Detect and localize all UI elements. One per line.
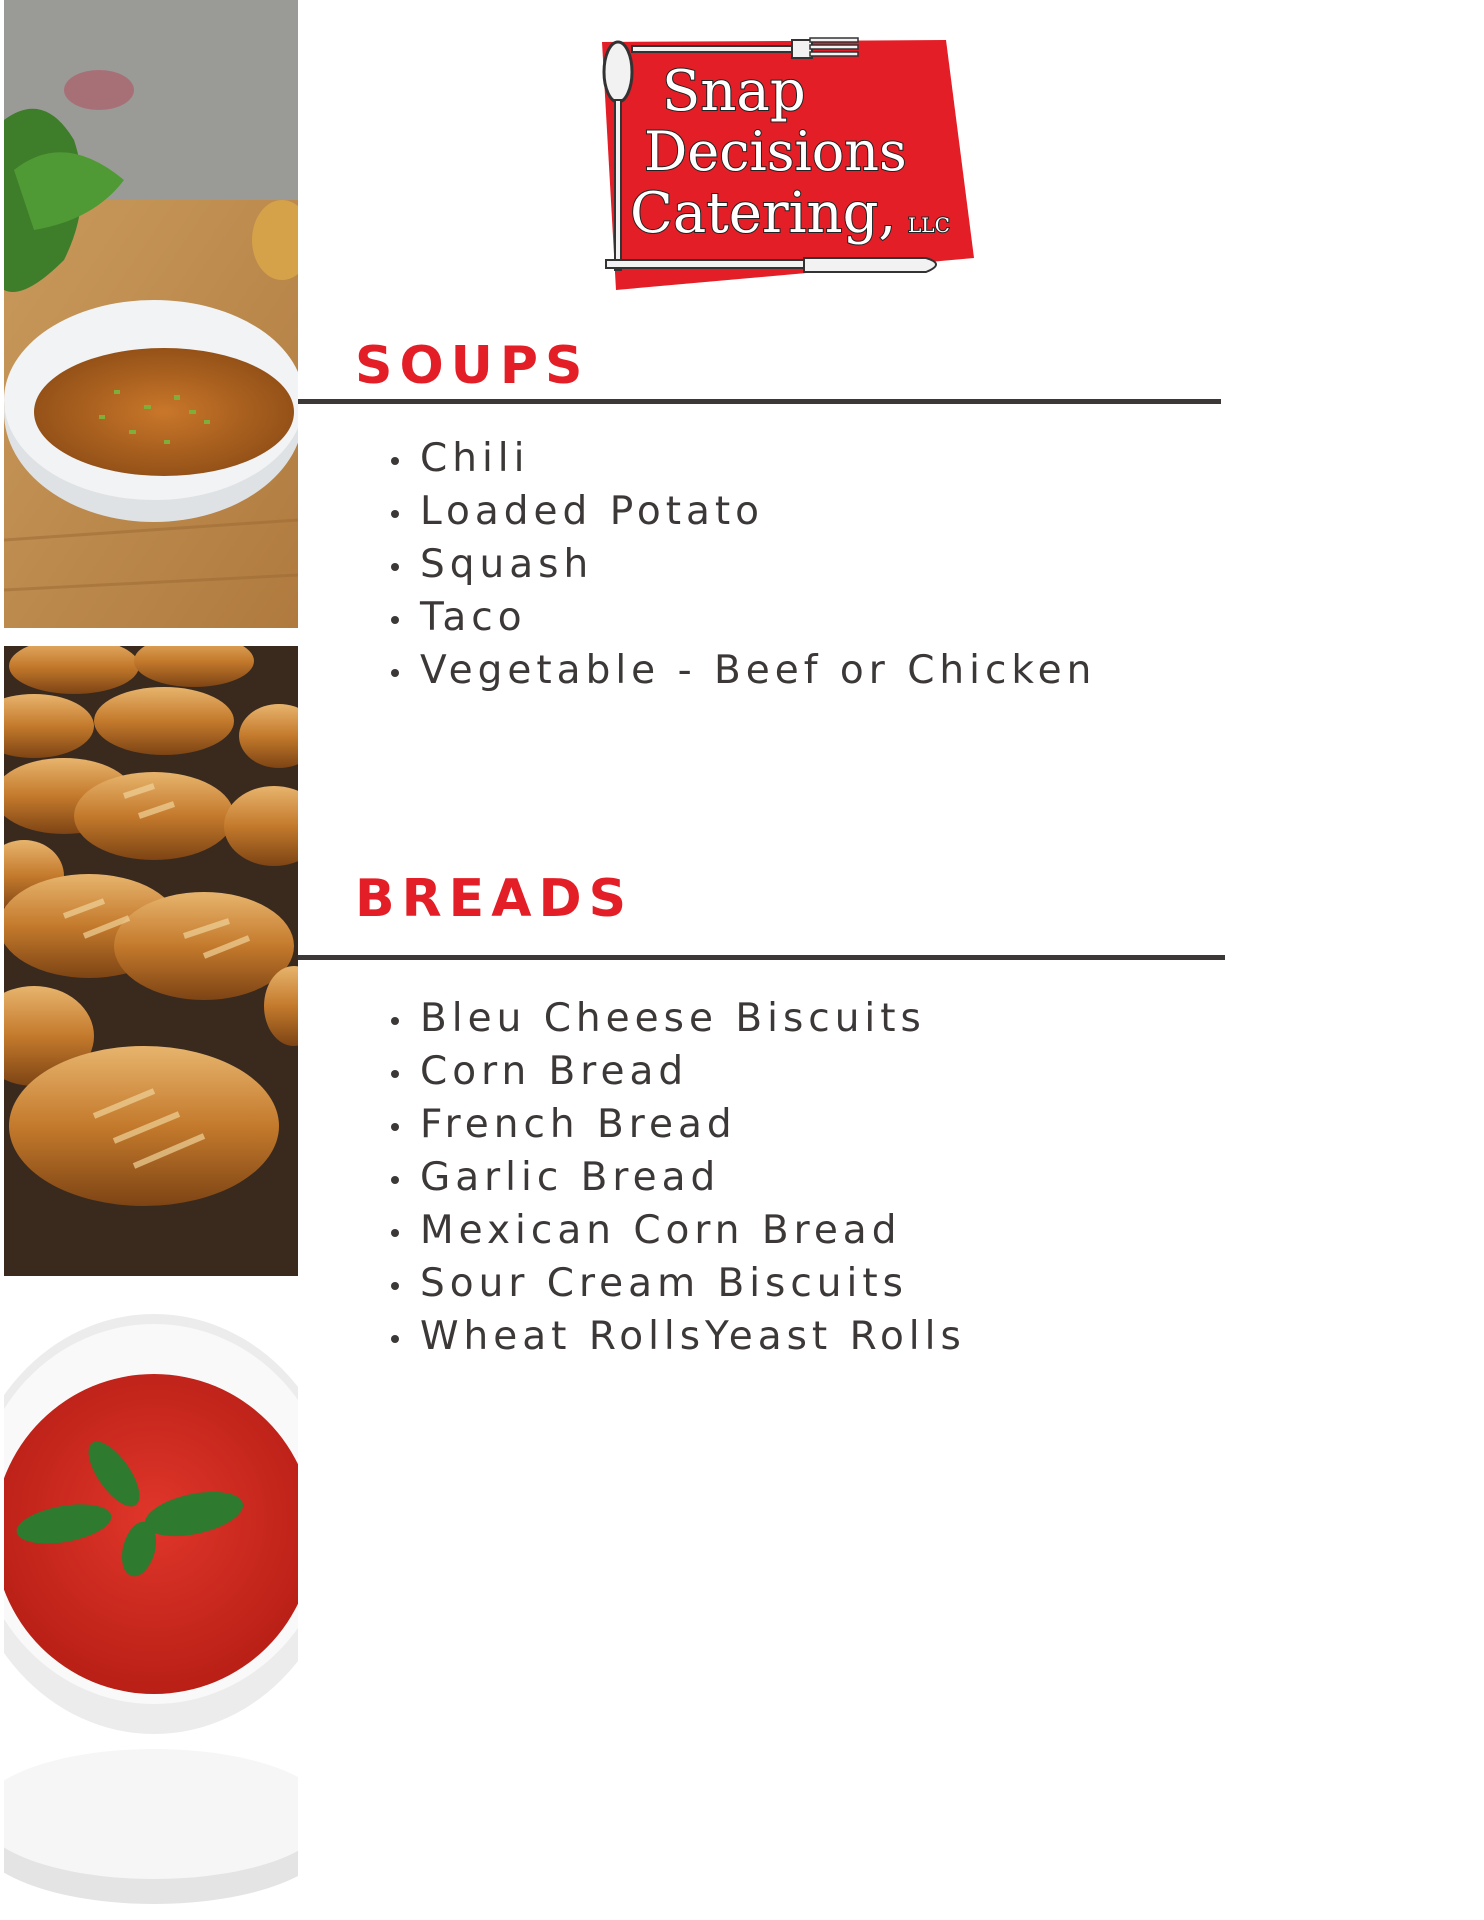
list-item: French Bread — [420, 1098, 966, 1151]
snap-decisions-catering-logo — [596, 34, 976, 296]
bullet-icon — [391, 1282, 399, 1290]
list-item: Wheat RollsYeast Rolls — [420, 1310, 966, 1363]
soups-divider — [298, 399, 1221, 404]
bullet-icon — [391, 1176, 399, 1184]
bullet-icon — [391, 669, 399, 677]
bread-rolls-photo — [4, 646, 298, 1276]
breads-divider — [298, 955, 1225, 960]
soups-heading: SOUPS — [355, 336, 590, 396]
logo-line-2: Decisions — [644, 120, 907, 183]
bullet-icon — [391, 616, 399, 624]
list-item: Garlic Bread — [420, 1151, 966, 1204]
bullet-icon — [391, 1070, 399, 1078]
list-item: Loaded Potato — [420, 485, 1096, 538]
list-item: Taco — [420, 591, 1096, 644]
breads-list — [420, 992, 966, 1363]
bullet-icon — [391, 1335, 399, 1343]
list-item: Bleu Cheese Biscuits — [420, 992, 966, 1045]
logo-llc: LLC — [908, 213, 950, 237]
list-item: Squash — [420, 538, 1096, 591]
list-item: Mexican Corn Bread — [420, 1204, 966, 1257]
list-item: Vegetable - Beef or Chicken — [420, 644, 1096, 697]
logo-line-3: Catering, — [630, 181, 897, 246]
bullet-icon — [391, 1229, 399, 1237]
soups-list — [420, 432, 1096, 697]
bullet-icon — [391, 563, 399, 571]
list-item: Sour Cream Biscuits — [420, 1257, 966, 1310]
bullet-icon — [391, 1123, 399, 1131]
list-item: Chili — [420, 432, 1096, 485]
tomato-soup-photo — [4, 1294, 298, 1920]
bullet-icon — [391, 457, 399, 465]
soup-bowl-photo — [4, 0, 298, 628]
logo-line-1: Snap — [662, 59, 806, 124]
bullet-icon — [391, 510, 399, 518]
breads-heading: BREADS — [355, 869, 634, 929]
list-item: Corn Bread — [420, 1045, 966, 1098]
bullet-icon — [391, 1017, 399, 1025]
